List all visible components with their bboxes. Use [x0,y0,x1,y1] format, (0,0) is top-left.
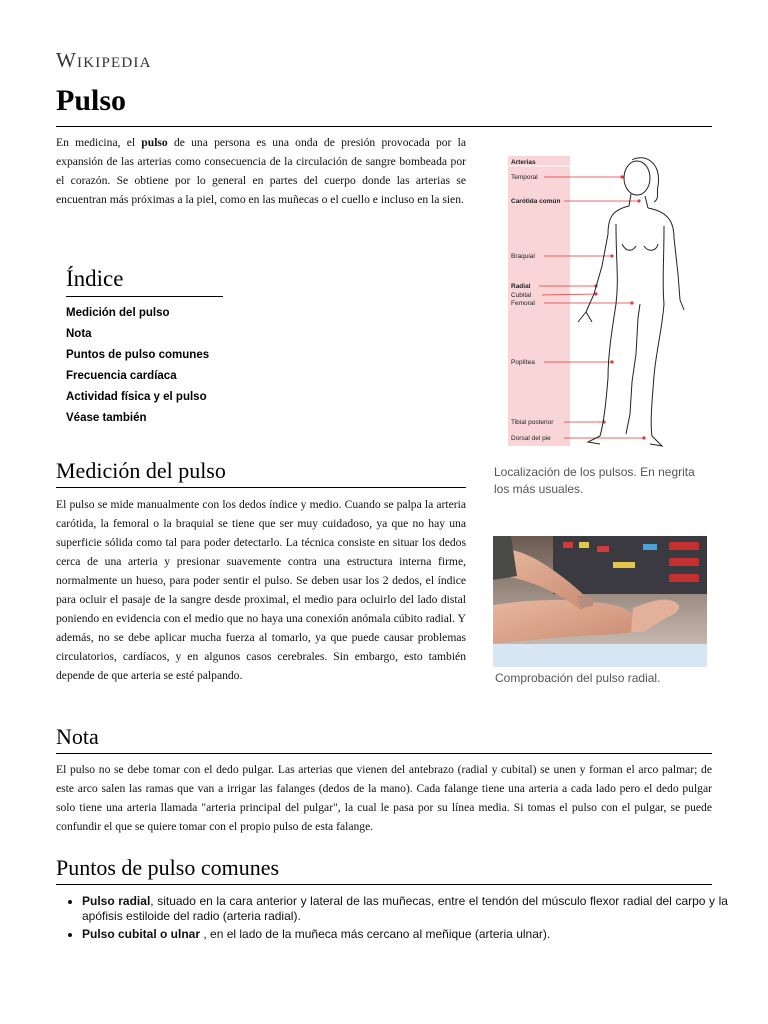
arteries-caption: Localización de los pulsos. En negrita los más usuales. [494,465,695,496]
list-item-bold: Pulso radial [82,894,151,908]
toc-title: Índice [66,266,124,291]
paragraph-medicion: El pulso se mide manualmente con los dedos índice y medio. Cuando se palpa la arteria carótida, la femoral o la braquial se tiene que ser muy cuidadoso, ya que no hay una superficie sólida como tal para poder detectarlo. La técnica consiste en situar los dedos cerca de una arteria y presionar suavemente contra una estructura interna firme, normalmente un hueso, para poder sentir el pulso. Se deben usar los 2 dedos, el índice para ocluir el pasaje de la sangre desde proximal, el medio para ocluirlo del lado distal poniendo en evidencia con el medio que no haya una conexión anómala cúbito radial. Y además, no se debe aplicar mucha fuerza al tomarlo, ya que puede causar problemas circulatorios, cardíacos, y en algunos casos cerebrales. Sin embargo, esto también depende de que arteria se esté palpando. [56,498,466,682]
table-of-contents [66,266,226,429]
intro-text-after: de una persona es una onda de presión provocada por la expansión de las arterias como consecuencia de la circulación de sangre bombeada por el corazón. Se obtiene por lo general en partes del cuerpo donde las arterias se encuentran más próximas a la piel, como en las muñecas o el cuello e incluso en la sien. [56,136,466,206]
label-braquial: Braquial [511,253,535,260]
heading-puntos: Puntos de pulso comunes [56,855,280,880]
toc-underline [66,296,223,297]
arteries-diagram[interactable] [504,154,694,450]
intro-paragraph [56,133,466,209]
heading-puntos-underline [56,884,712,885]
diagram-header: Arterias [511,159,536,166]
heading-medicion: Medición del pulso [56,458,226,483]
toc-item-actividad[interactable]: Actividad física y el pulso [66,391,207,403]
toc-item-vease[interactable]: Véase también [66,412,147,424]
list-item [82,927,728,942]
label-femoral: Femoral [511,300,535,307]
title-underline [56,126,712,127]
intro-bold-term: pulso [141,136,168,149]
label-cubital: Cubital [511,292,532,299]
wikipedia-wordmark[interactable]: Wikipedia [56,48,152,72]
toc-item-puntos[interactable]: Puntos de pulso comunes [66,349,210,361]
heading-medicion-underline [56,487,466,488]
radial-pulse-photo[interactable] [493,536,707,667]
list-item-text: , en el lado de la muñeca más cercano al meñique (arteria ulnar). [200,927,551,941]
label-temporal: Temporal [511,174,538,181]
pulse-points-list [66,894,728,945]
toc-item-frecuencia[interactable]: Frecuencia cardíaca [66,370,177,382]
list-item-text: , situado en la cara anterior y lateral de las muñecas, entre el tendón del músculo flexor radial del carpo y la apófisis estiloide del radio (arteria radial). [82,894,728,923]
page-title: Pulso [56,84,127,117]
radial-pulse-caption: Comprobación del pulso radial. [495,671,661,685]
label-tibial: Tibial posterior [511,419,554,426]
list-item [82,894,728,924]
label-poplitea: Poplítea [511,359,535,366]
label-carotida: Carótida común [511,198,561,205]
label-radial: Radial [511,283,531,290]
toc-item-medicion[interactable]: Medición del pulso [66,307,170,319]
paragraph-nota: El pulso no se debe tomar con el dedo pulgar. Las arterias que vienen del antebrazo (radial y cubital) se unen y forman el arco palmar; de este arco salen las ramas que van a irrigar las falanges (dedos de la mano). Cada falange tiene una arteria a cada lado pero el dedo pulgar solo tiene una arteria llamada "arteria principal del pulgar", la cual le pasa por su línea media. Si tomas el pulso con el pulgar, se puede confundir el que se quiere tomar con el propio pulso de esta falange. [56,763,712,833]
heading-nota-underline [56,753,712,754]
heading-nota: Nota [56,724,99,749]
label-dorsal: Dorsal del pie [511,435,551,442]
toc-item-nota[interactable]: Nota [66,328,92,340]
list-item-bold: Pulso cubital o ulnar [82,927,201,941]
intro-text-before: En medicina, el [56,136,142,149]
